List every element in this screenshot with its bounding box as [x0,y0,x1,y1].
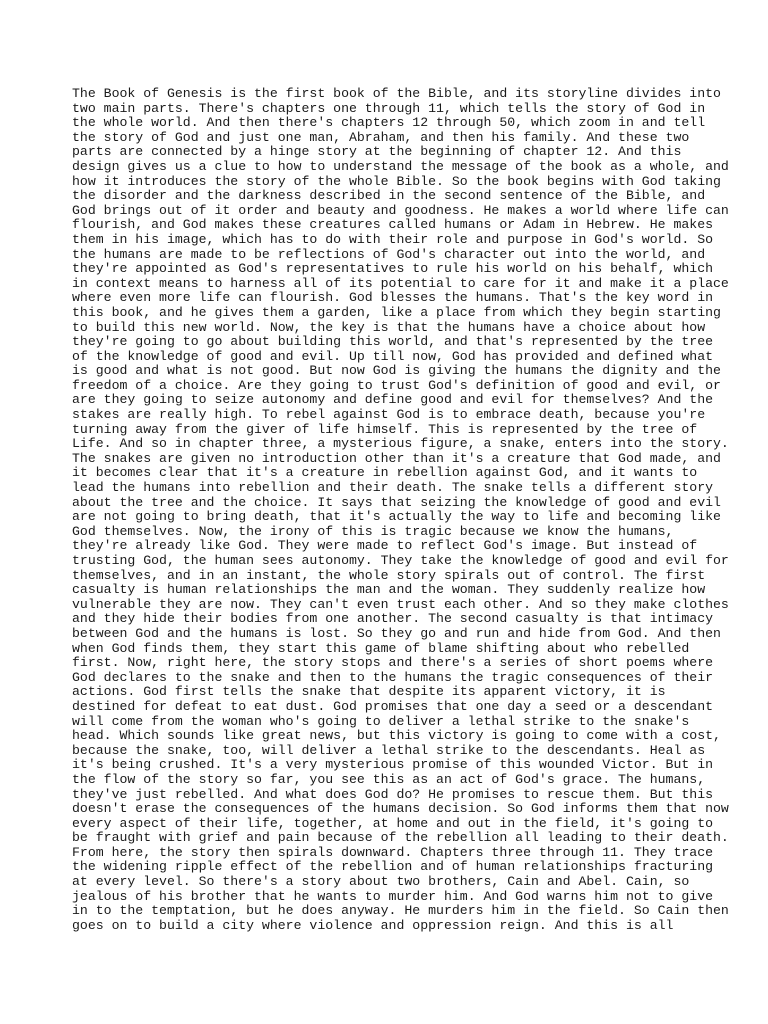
text-line: the whole world. And then there's chapters 12 through 50, which zoom in and tell [72,115,706,131]
text-line: jealous of his brother that he wants to murder him. And God warns him not to give [72,888,714,904]
text-line: are they going to seize autonomy and define good and evil for themselves? And the [72,392,714,408]
text-line: every aspect of their life, together, at home and out in the field, it's going to [72,815,714,831]
text-line: it becomes clear that it's a creature in rebellion against God, and it wants to [72,465,698,481]
text-line: at every level. So there's a story about two brothers, Cain and Abel. Cain, so [72,874,690,890]
text-line: turning away from the giver of life himself. This is represented by the tree of [72,421,698,437]
body-text [72,87,732,933]
text-line: they're already like God. They were made to reflect God's image. But instead of [72,538,698,554]
text-line: trusting God, the human sees autonomy. They take the knowledge of good and evil for [72,553,729,568]
text-line: will come from the woman who's going to deliver a lethal strike to the snake's [72,713,690,729]
text-line: in to the temptation, but he does anyway. He murders him in the field. So Cain then [72,903,729,919]
text-line: stakes are really high. To rebel against God is to embrace death, because you're [72,407,706,423]
text-line: destined for defeat to eat dust. God promises that one day a seed or a descendant [72,698,714,714]
text-line: parts are connected by a hinge story at the beginning of chapter 12. And this [72,144,682,160]
text-line: doesn't erase the consequences of the humans decision. So God informs them that now [72,801,729,817]
text-line: to build this new world. Now, the key is that the humans have a choice about how [72,319,706,335]
text-line: The snakes are given no introduction other than it's a creature that God made, and [72,450,721,466]
text-line: themselves, and in an instant, the whole story spirals out of control. The first [72,567,706,583]
text-line: the story of God and just one man, Abraham, and then his family. And these two [72,129,690,145]
text-line: between God and the humans is lost. So they go and run and hide from God. And then [72,625,721,641]
text-line: God themselves. Now, the irony of this is tragic because we know the humans, [72,523,674,539]
text-line: are not going to bring death, that it's actually the way to life and becoming like [72,509,721,525]
text-line: and they hide their bodies from one another. The second casualty is that intimacy [72,611,714,627]
text-line: where even more life can flourish. God blesses the humans. That's the key word in [72,290,714,306]
text-line: lead the humans into rebellion and their death. The snake tells a different story [72,480,714,496]
text-line: this book, and he gives them a garden, like a place from which they begin starting [72,304,721,320]
text-line: they've just rebelled. And what does God do? He promises to rescue them. But this [72,786,714,802]
text-line: it's being crushed. It's a very mysterious promise of this wounded Victor. But in [72,757,714,773]
text-line: The Book of Genesis is the first book of the Bible, and its storyline divides into [72,86,721,101]
text-line: of the knowledge of good and evil. Up till now, God has provided and defined what [72,348,714,364]
text-line: vulnerable they are now. They can't even trust each other. And so they make clothes [72,596,729,612]
text-line: when God finds them, they start this game of blame shifting about who rebelled [72,640,690,656]
text-line: God declares to the snake and then to the humans the tragic consequences of their [72,669,714,685]
text-line: flourish, and God makes these creatures called humans or Adam in Hebrew. He makes [72,217,714,233]
text-line: in context means to harness all of its potential to care for it and make it a place [72,275,729,291]
text-line: the widening ripple effect of the rebellion and of human relationships fracturing [72,859,714,875]
text-line: design gives us a clue to how to understand the message of the book as a whole, and [72,158,729,174]
text-line: the disorder and the darkness described in the second sentence of the Bible, and [72,188,706,204]
text-line: they're appointed as God's representatives to rule his world on his behalf, which [72,261,714,277]
text-line: two main parts. There's chapters one through 11, which tells the story of God in [72,100,706,116]
text-line: first. Now, right here, the story stops and there's a series of short poems where [72,655,714,671]
text-line: actions. God first tells the snake that despite its apparent victory, it is [72,684,666,700]
text-line: about the tree and the choice. It says that seizing the knowledge of good and evil [72,494,721,510]
text-line: casualty is human relationships the man and the woman. They suddenly realize how [72,582,706,598]
text-line: be fraught with grief and pain because of the rebellion all leading to their death. [72,830,729,846]
text-line: them in his image, which has to do with their role and purpose in God's world. So [72,231,714,247]
text-line: Life. And so in chapter three, a mysterious figure, a snake, enters into the story. [72,436,729,452]
text-line: the flow of the story so far, you see this as an act of God's grace. The humans, [72,771,706,787]
text-line: head. Which sounds like great news, but this victory is going to come with a cost, [72,728,721,744]
text-line: goes on to build a city where violence and oppression reign. And this is all [72,917,674,933]
text-line: the humans are made to be reflections of God's character out into the world, and [72,246,706,262]
text-line: From here, the story then spirals downward. Chapters three through 11. They trace [72,844,714,860]
text-line: how it introduces the story of the whole Bible. So the book begins with God taking [72,173,721,189]
text-line: is good and what is not good. But now God is giving the humans the dignity and the [72,363,721,379]
text-line: because the snake, too, will deliver a lethal strike to the descendants. Heal as [72,742,706,758]
text-line: God brings out of it order and beauty and goodness. He makes a world where life can [72,202,729,218]
text-line: they're going to go about building this world, and that's represented by the tree [72,334,714,350]
text-line: freedom of a choice. Are they going to trust God's definition of good and evil, or [72,377,721,393]
